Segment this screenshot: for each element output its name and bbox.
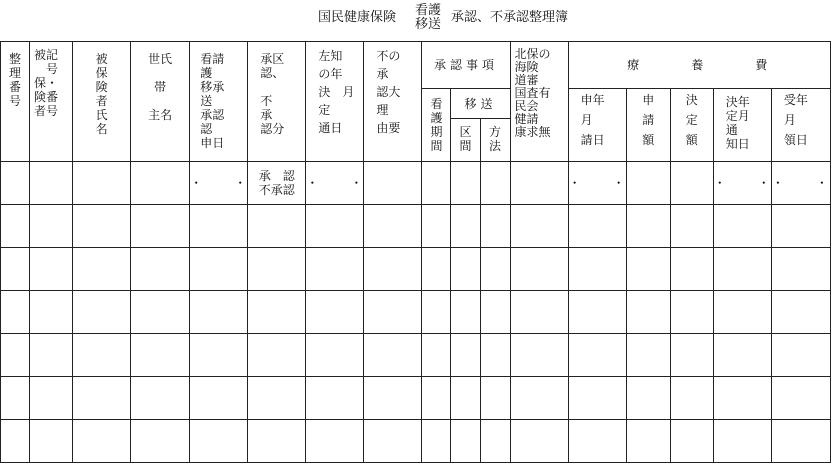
table-cell [190,248,248,291]
table-cell [568,334,626,377]
table-cell [248,248,306,291]
table-cell [422,248,451,291]
col-tsuchi-date: 左知 の年 決 月 定 通日 [306,42,364,162]
table-cell [1,248,30,291]
table-cell [510,420,568,463]
table-row [1,205,831,248]
table-cell [190,334,248,377]
table-cell [771,334,830,377]
table-cell [480,205,510,248]
table-cell [670,377,713,420]
table-cell [510,205,568,248]
table-cell [131,420,190,463]
date-placeholder: ・ ・ [771,162,830,205]
table-row [1,248,831,291]
table-cell [422,205,451,248]
title-stack-top: 看護 [414,3,441,18]
date-placeholder: ・ ・ [568,162,626,205]
table-cell [670,291,713,334]
table-cell [306,334,364,377]
col-juryo-date: 受年 月 領日 [771,89,830,162]
table-row [1,162,831,205]
table-cell [131,291,190,334]
title-stack [413,4,443,32]
col-group-ryoyouhi: 療 養 費 [568,42,830,89]
table-cell [713,377,771,420]
table-cell [713,248,771,291]
col-seiri-bango: 整 理 番 号 [1,42,30,162]
col-fushonin-riyu: 不の 承 認大 理 由要 [364,42,422,162]
table-cell [422,377,451,420]
col-shinsei-date: 看請 護 移承 送 承認 認 申日 [190,42,248,162]
table-cell [190,420,248,463]
table-cell [568,248,626,291]
table-cell [248,420,306,463]
table-cell [190,291,248,334]
table-cell [30,377,73,420]
table-cell [1,205,30,248]
table-cell [451,248,480,291]
title-prefix: 国民健康保険 [318,10,397,25]
table-cell [1,420,30,463]
table-cell [248,291,306,334]
table-cell [364,205,422,248]
table-cell [451,334,480,377]
table-cell [306,291,364,334]
table-cell [306,205,364,248]
table-cell [422,420,451,463]
col-hokkaido-seikyu: 北保の 海険 道審 国査有 民会 健請 康求無 [510,42,568,162]
table-row [1,334,831,377]
date-placeholder: ・ ・ [713,162,771,205]
table-cell [480,420,510,463]
col-group-shonin-jiko: 承認事項 [422,42,510,89]
table-cell [626,377,670,420]
col-kettei-gaku: 決 定 額 [670,89,713,162]
table-cell [131,205,190,248]
table-cell [422,291,451,334]
table-cell [131,248,190,291]
table-cell [568,291,626,334]
title-suffix: 承認、不承認整理簿 [451,10,569,25]
table-cell [771,420,830,463]
table-cell [73,291,131,334]
col-kango-kikan: 看 護 期 間 [422,89,451,162]
table-cell [670,205,713,248]
table-cell [626,291,670,334]
table-cell [1,334,30,377]
table-cell [480,291,510,334]
col-hihoken-kigo: 被記 号 保・ 険番 者号 [30,42,73,162]
table-cell [422,334,451,377]
table-cell [30,334,73,377]
table-cell [306,248,364,291]
table-cell [306,420,364,463]
table-cell [771,291,830,334]
date-placeholder: ・ ・ [306,162,364,205]
table-cell [771,248,830,291]
table-cell [713,291,771,334]
table-cell [131,334,190,377]
table-cell [364,334,422,377]
table-cell [131,377,190,420]
table-cell [480,334,510,377]
col-hihokensha-shimei: 被 保 険 者 氏 名 [73,42,131,162]
table-cell [190,205,248,248]
table-cell [510,248,568,291]
approve-status [248,162,306,205]
table-cell [568,420,626,463]
table-cell [248,334,306,377]
table-cell [1,377,30,420]
table-cell [248,377,306,420]
table-cell [771,377,830,420]
table-cell [670,248,713,291]
table-cell [73,334,131,377]
table-row [1,377,831,420]
table-cell [364,248,422,291]
ledger-table [0,41,838,468]
table-cell [713,334,771,377]
col-kukan: 区 間 [451,119,480,162]
table-cell [510,377,568,420]
table-cell [670,334,713,377]
table-cell [364,420,422,463]
table-cell [626,420,670,463]
date-placeholder: ・ ・ [190,162,248,205]
ledger-title [0,4,832,38]
table-cell [73,248,131,291]
table-cell [451,420,480,463]
table-cell [30,205,73,248]
table-cell [568,205,626,248]
col-shinsei-date2: 申年 月 請日 [568,89,626,162]
table-cell [713,205,771,248]
table-row [1,291,831,334]
table-cell [626,334,670,377]
table-cell [1,291,30,334]
table-cell [510,291,568,334]
table-cell [190,377,248,420]
table-cell [30,291,73,334]
col-kettei-tsuchi-date: 決年 定月 通 知日 [713,89,771,162]
table-cell [30,420,73,463]
table-cell [73,420,131,463]
table-cell [626,248,670,291]
approve-label: 承 認 [258,169,295,183]
table-cell [568,377,626,420]
title-stack-bottom: 移送 [414,17,441,32]
table-cell [626,205,670,248]
table-cell [480,377,510,420]
table-cell [73,205,131,248]
disapprove-label: 不承認 [258,183,295,197]
table-cell [451,377,480,420]
col-shinsei-gaku: 申 請 額 [626,89,670,162]
table-cell [510,334,568,377]
col-setai-nushi: 世氏 帯 主名 [131,42,190,162]
table-row [1,420,831,463]
table-cell [248,205,306,248]
table-cell [480,248,510,291]
table-cell [364,377,422,420]
table-cell [771,205,830,248]
col-shonin-kubun: 承区 認、 不 承 認分 [248,42,306,162]
table-cell [30,248,73,291]
col-houhou: 方 法 [480,119,510,162]
col-group-isou: 移送 [451,89,510,119]
table-cell [364,291,422,334]
table-cell [306,377,364,420]
table-cell [670,420,713,463]
table-cell [451,291,480,334]
table-cell [713,420,771,463]
table-cell [73,377,131,420]
table-cell [451,205,480,248]
